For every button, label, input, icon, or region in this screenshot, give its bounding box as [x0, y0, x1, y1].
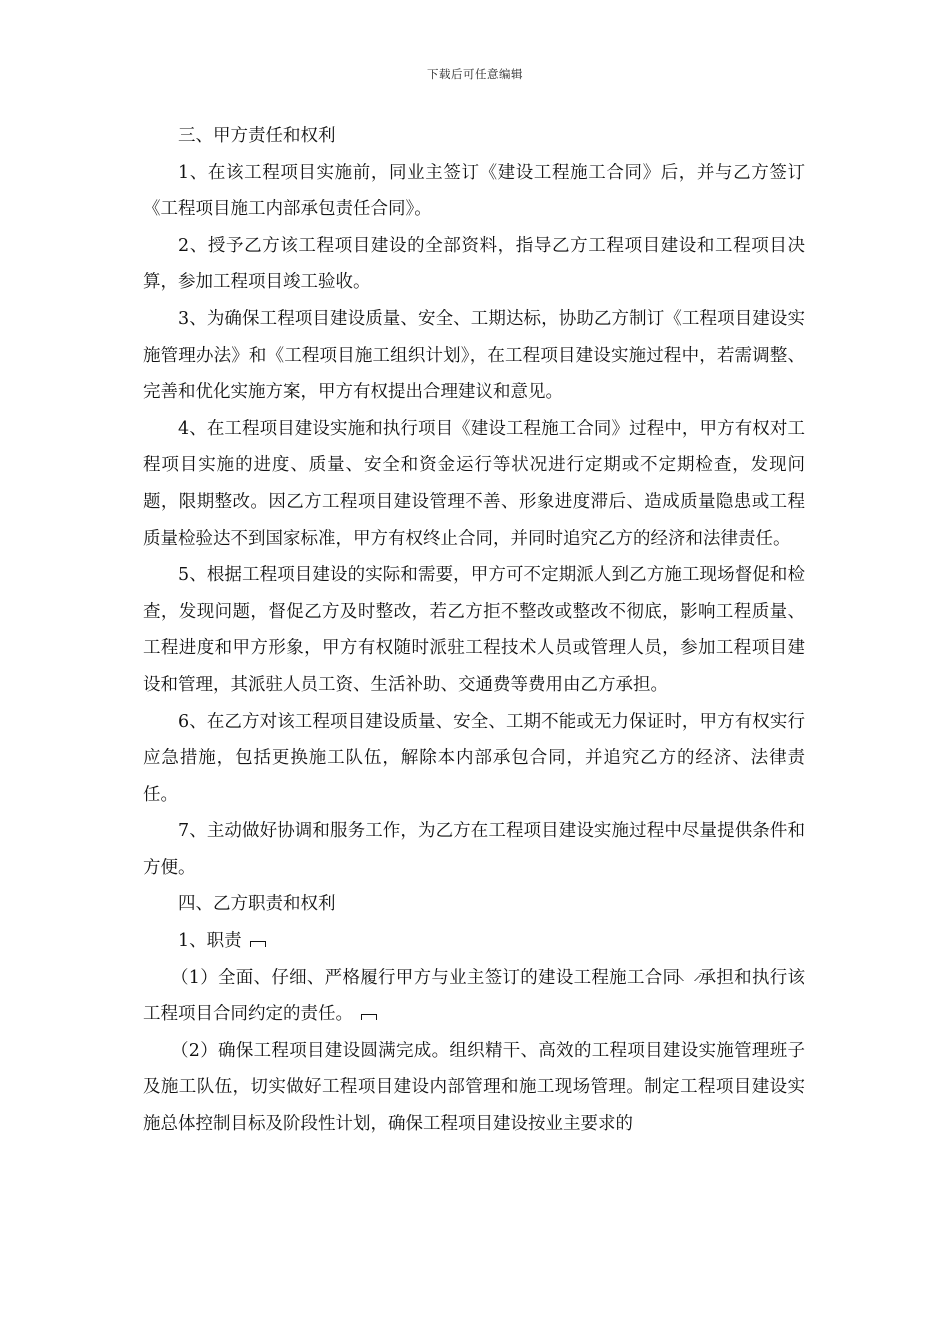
subsection-label: 1、职责 — [178, 931, 242, 952]
subsection-heading-duties — [143, 923, 805, 960]
caret-mark-icon — [682, 973, 696, 983]
section-heading-3: 三、甲方责任和权利 — [178, 126, 336, 146]
bracket-mark-icon — [361, 1010, 377, 1020]
section3-item-2: 2、授予乙方该工程项目建设的全部资料，指导乙方工程项目建设和工程项目决算，参加工程项目竣工验收。 — [143, 235, 805, 293]
section3-item-6: 6、在乙方对该工程项目建设质量、安全、工期不能或无力保证时，甲方有权实行应急措施，包括更换施工队伍，解除本内部承包合同，并追究乙方的经济、法律责任。 — [143, 711, 805, 805]
duty-item-1-part-1: （1）全面、仔细、严格履行甲方与业主签订的建设工程施工合同 — [171, 967, 681, 988]
section3-item-7: 7、主动做好协调和服务工作，为乙方在工程项目建设实施过程中尽量提供条件和方便。 — [143, 821, 805, 878]
duty-item-1-part-2: 承担和执行该工程项目合同约定的责任。 — [143, 967, 806, 1025]
duty-item-2: （2）确保工程项目建设圆满完成。组织精干、高效的工程项目建设实施管理班子及施工队伍，切实做好工程项目建设内部管理和施工现场管理。制定工程项目建设实施总体控制目标及阶段性计划，确保工程项目建设按业主要求的 — [143, 1040, 805, 1135]
bracket-mark-icon — [250, 937, 266, 947]
section3-item-4: 4、在工程项目建设实施和执行项目《建设工程施工合同》过程中，甲方有权对工程项目实施的进度、质量、安全和资金运行等状况进行定期或不定期检查，发现问题，限期整改。因乙方工程项目建设管理不善、形象进度滞后、造成质量隐患或工程质量检验达不到国家标准，甲方有权终止合同，并同时追究乙方的经济和法律责任。 — [143, 418, 805, 549]
duty-item-1 — [143, 960, 805, 1033]
section3-item-1: 1、在该工程项目实施前，同业主签订《建设工程施工合同》后，并与乙方签订《工程项目施工内部承包责任合同》。 — [143, 162, 805, 220]
section-heading-4: 四、乙方职责和权利 — [178, 894, 336, 915]
document-body — [143, 118, 805, 1143]
header-note: 下载后可任意编辑 — [427, 67, 523, 81]
section3-item-3: 3、为确保工程项目建设质量、安全、工期达标，协助乙方制订《工程项目建设实施管理办法》和《工程项目施工组织计划》，在工程项目建设实施过程中，若需调整、完善和优化实施方案，甲方有权提出合理建议和意见。 — [143, 308, 805, 403]
section3-item-5: 5、根据工程项目建设的实际和需要，甲方可不定期派人到乙方施工现场督促和检查，发现问题，督促乙方及时整改，若乙方拒不整改或整改不彻底，影响工程质量、工程进度和甲方形象，甲方有权随时派驻工程技术人员或管理人员，参加工程项目建设和管理，其派驻人员工资、生活补助、交通费等费用由乙方承担。 — [143, 565, 805, 695]
